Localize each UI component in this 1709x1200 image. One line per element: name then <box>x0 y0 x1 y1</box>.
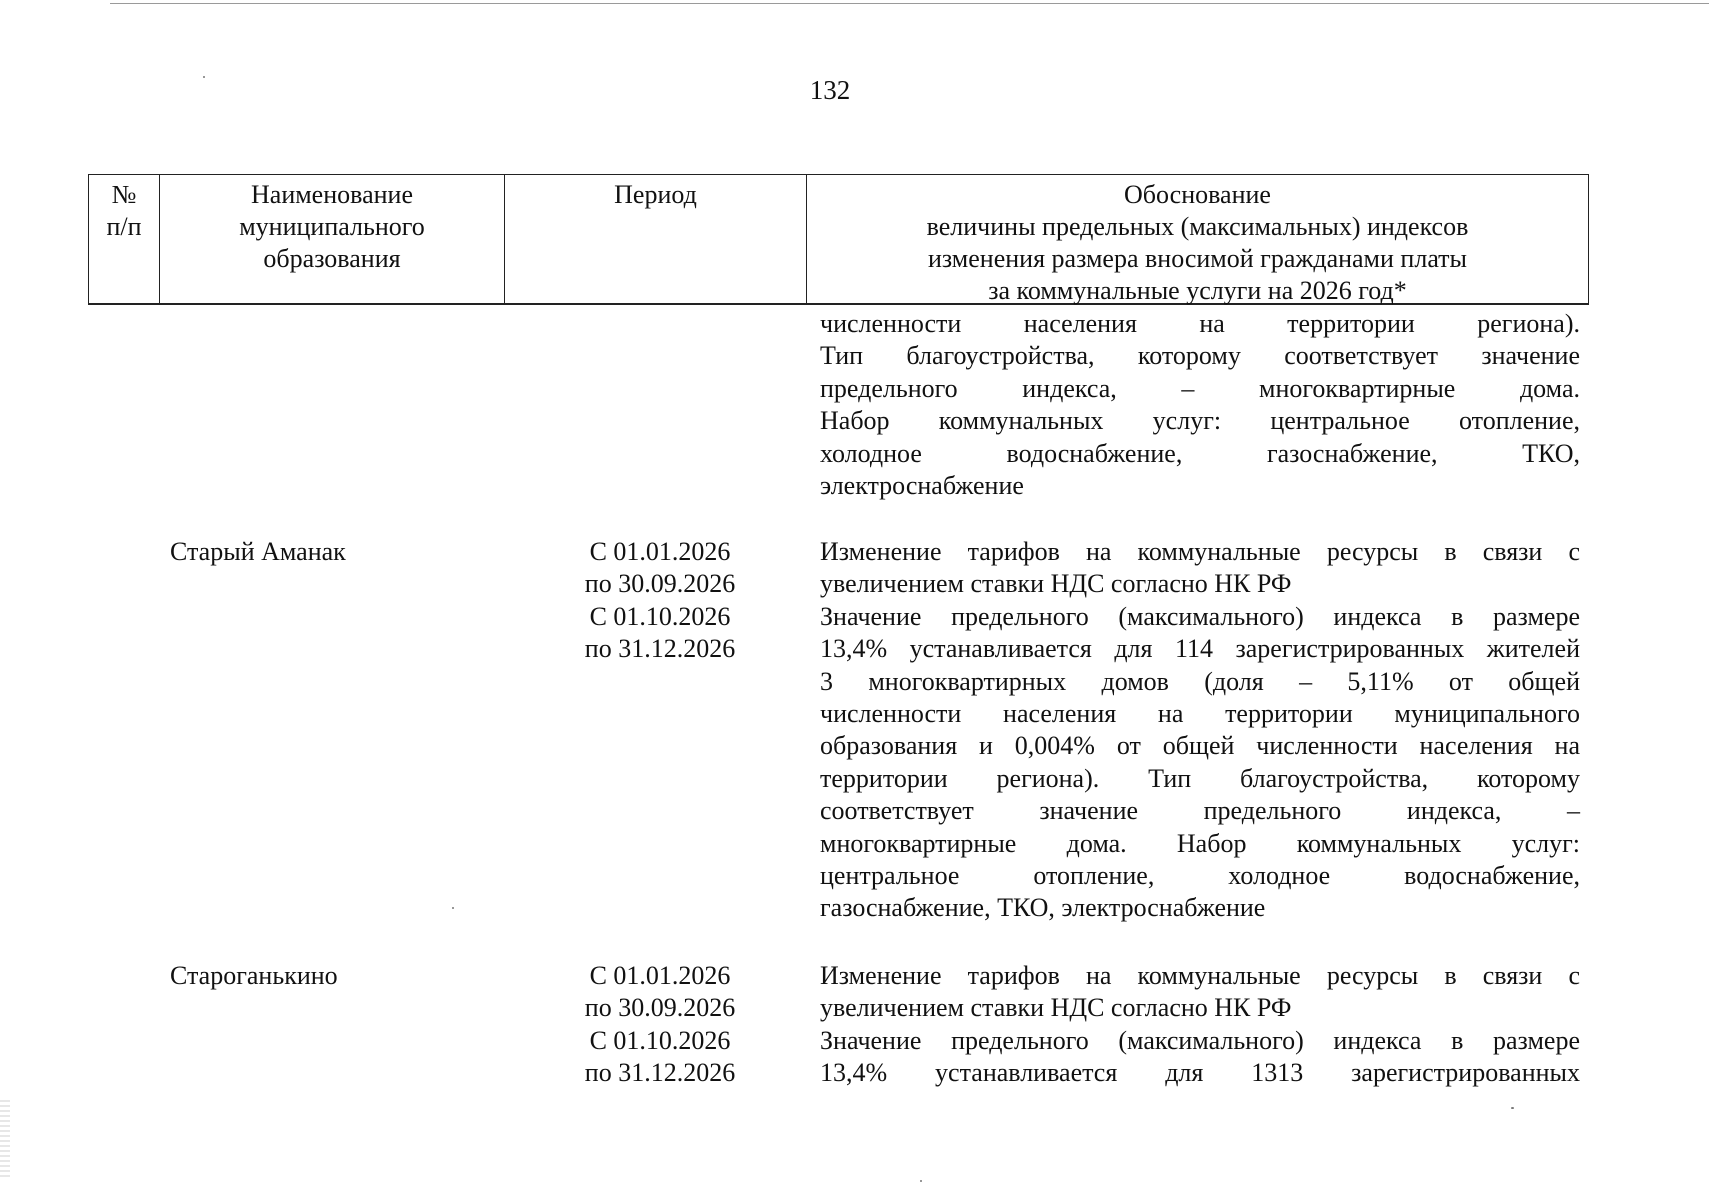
header-number-line: п/п <box>106 212 142 241</box>
justification-line: увеличением ставки НДС согласно НК РФ <box>820 993 1292 1023</box>
justification-line: электроснабжение <box>820 471 1024 501</box>
header-period-line: Период <box>614 180 697 209</box>
period-cell <box>545 960 775 1090</box>
justification-line: Набор коммунальных услуг: центральное отопление, <box>820 406 1580 436</box>
scan-speck <box>203 76 205 78</box>
justification-line: Значение предельного (максимального) индекса в размере <box>820 601 1580 631</box>
continuation-justification <box>820 308 1580 502</box>
justification-line: 13,4% устанавливается для 114 зарегистрированных жителей <box>820 634 1580 664</box>
period-line: С 01.01.2026 <box>589 537 731 566</box>
period-line: по 30.09.2026 <box>584 993 736 1023</box>
justification-line: холодное водоснабжение, газоснабжение, ТКО, <box>820 438 1580 468</box>
header-cell-municipality <box>160 175 505 303</box>
header-cell-number <box>89 175 160 303</box>
justification-line: образования и 0,004% от общей численности населения на <box>820 731 1580 761</box>
scan-speck <box>1511 1107 1514 1109</box>
scan-speck <box>920 1180 922 1182</box>
page-number: 132 <box>809 75 851 105</box>
justification-line: 13,4% устанавливается для 1313 зарегистрированных <box>820 1058 1580 1088</box>
period-line: по 31.12.2026 <box>584 634 736 664</box>
period-line: С 01.01.2026 <box>589 961 731 990</box>
period-line: по 31.12.2026 <box>584 1058 736 1088</box>
municipality-name: Староганькино <box>170 961 338 990</box>
header-municipality-line: образования <box>263 244 401 273</box>
header-cell-justification <box>807 175 1588 303</box>
justification-line: увеличением ставки НДС согласно НК РФ <box>820 569 1292 599</box>
header-justification-line: Обоснование <box>1124 180 1271 209</box>
justification-line: Изменение тарифов на коммунальные ресурсы в связи с <box>820 537 1580 566</box>
justification-line: Изменение тарифов на коммунальные ресурсы в связи с <box>820 961 1580 990</box>
scan-edge-noise <box>0 1100 10 1180</box>
header-cell-period <box>505 175 807 303</box>
period-cell <box>545 536 775 666</box>
justification-line: соответствует значение предельного индекса, – <box>820 796 1580 826</box>
municipality-name: Старый Аманак <box>170 537 346 566</box>
period-line: С 01.10.2026 <box>589 601 731 631</box>
header-justification-line: за коммунальные услуги на 2026 год* <box>988 276 1407 305</box>
period-line: по 30.09.2026 <box>584 569 736 599</box>
scan-speck <box>452 907 454 909</box>
justification-line: предельного индекса, – многоквартирные дома. <box>820 373 1580 403</box>
header-justification-line: величины предельных (максимальных) индексов <box>926 212 1469 241</box>
header-justification-line: изменения размера вносимой гражданами платы <box>927 244 1468 273</box>
header-municipality-line: муниципального <box>239 212 425 241</box>
justification-line: 3 многоквартирных домов (доля – 5,11% от общей <box>820 666 1580 696</box>
justification-line: численности населения на территории муниципального <box>820 699 1580 729</box>
justification-line: многоквартирные дома. Набор коммунальных услуг: <box>820 828 1580 858</box>
scan-edge-line <box>110 3 1709 4</box>
justification-line: центральное отопление, холодное водоснабжение, <box>820 861 1580 891</box>
justification-line: Значение предельного (максимального) индекса в размере <box>820 1025 1580 1055</box>
justification-line: территории региона). Тип благоустройства, которому <box>820 763 1580 793</box>
period-line: С 01.10.2026 <box>589 1025 731 1055</box>
justification-line: численности населения на территории региона). <box>820 309 1580 338</box>
justification-cell <box>820 536 1580 925</box>
justification-line: Тип благоустройства, которому соответствует значение <box>820 341 1580 371</box>
justification-cell <box>820 960 1580 1090</box>
header-number-line: № <box>111 180 137 209</box>
justification-line: газоснабжение, ТКО, электроснабжение <box>820 893 1266 923</box>
header-municipality-line: Наименование <box>251 180 413 209</box>
table-header <box>88 174 1589 305</box>
